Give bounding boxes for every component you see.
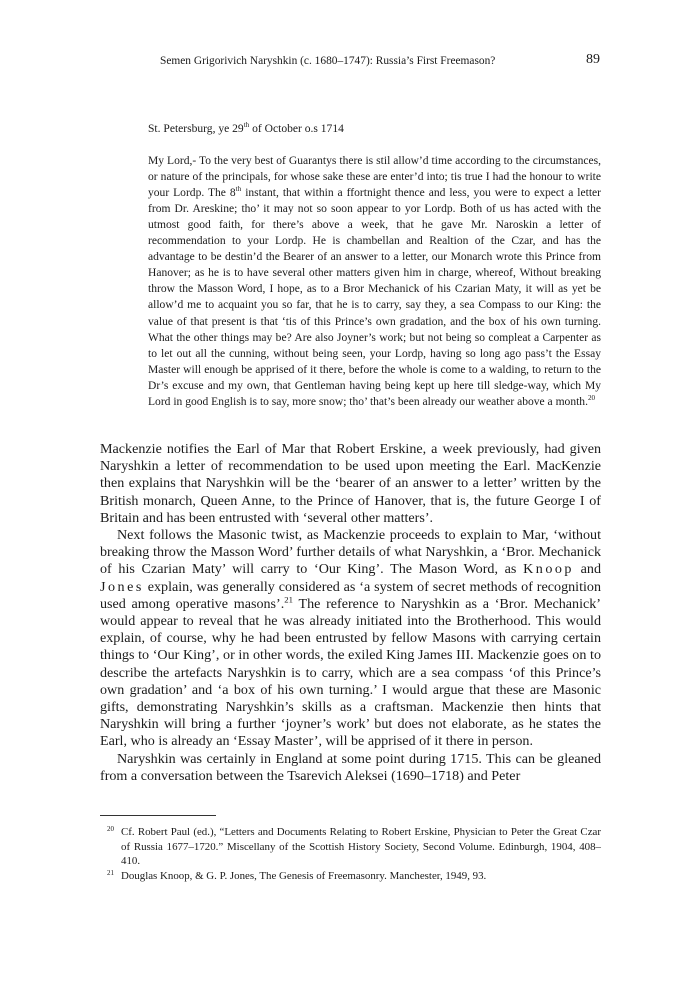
- footnote-item: [100, 869, 601, 884]
- running-head: [0, 52, 700, 72]
- footnote-ref-21[interactable]: 21: [284, 594, 293, 605]
- paragraph-2: Next follows the Masonic twist, as Mackenzie proceeds to explain to Mar, ‘without breaking throw the Masson Word’ further details of what Naryshkin, a ‘Bror. Mechanick of his Czarian Maty’ will carry to ‘Our King’. The Mason Word, as Knoop and Jones explain, was generally considered as ‘a system of secret methods of recognition used among operative masons’.$^{21}$ The reference to Naryshkin as a ‘Bror. Mechanick’ would appear to reveal that he was already initiated into the Brotherhood. This would explain, of course, why he had been entrusted by fellow Masons with carrying certain things to ‘Our King’, or in other words, the exiled King James III. Mackenzie goes on to describe the artefacts Naryshkin is to carry, which are a sea compass ‘of this Prince’s own gradation’ and ‘a box of his own turning.’ I would argue that these are Masonic gifts, demonstrating Naryshkin’s skills as a craftsman. Mackenzie then hints that Naryshkin will bring a further ‘joyner’s work’ but does not elaborate, as he states the Earl, who is already an ‘Essay Master’, will be apprised of it there in person.: [100, 527, 601, 750]
- block-quote: [148, 121, 601, 410]
- footnote-item: [100, 825, 601, 869]
- quote-letter-text: My Lord,- To the very best of Guarantys there is stil allow’d time according to the circumstances, or nature of the principals, for whose sake these are enter’d into; tis true I had the honour to write your Lordp. The 8th instant, that within a ffortnight thence and less, you were to expect a letter from Dr. Areskine; tho’ it may not so soon appear to yor Lordp. Both of us has acted with the utmost good faith, for there’s above a week, that he gave Mr. Naroskin a letter of recommendation to your Lordp. He is chambellan and Realtion of the Czar, and has the advantage to be destin’d the Bearer of an answer to a letter, our Monarch wrote this Prince from Hanover; as he is to have several other matters given him in charge, whereof, Without breaking throw the Masson Word, I hope, as to a Bror Mechanick of his Czarian Maty, it will as yet be allow’d me to acquaint you so far, that he is to carry, say they, a sea Compass to our King: the value of that present is that ‘tis of this Prince’s own gradation, and the box of his own turning. What the other things may be? Are also Joyner’s work; but not being so compleat a Carpenter as to let out all the cunning, without being seen, your Lordp, having so long ago pass’t the Essay Master will enough be apprised of it there, before the whole is come to a walding, to return to the Dr’s excuse and my own, that Gentleman having being kept up here till sledge-way, which My Lord in good English is to say, more snow; tho’ that’s been already our weather above a month.$^{20}$: [148, 155, 601, 408]
- footnote-divider: [100, 815, 216, 816]
- footnote-number: 20: [107, 825, 114, 833]
- author-name-jones: Jones: [100, 578, 144, 595]
- running-head-title: Semen Grigorivich Naryshkin (c. 1680–1747): Russia’s First Freemason?: [160, 55, 496, 67]
- footnote-number: 21: [107, 868, 114, 877]
- paragraph-1: Mackenzie notifies the Earl of Mar that Robert Erskine, a week previously, had given Naryshkin a letter of recommendation to be used upon meeting the Earl. MacKenzie then explains that Naryshkin will be the ‘bearer of an answer to a letter’ written by the British monarch, Queen Anne, to the Prince of Hanover, that is, the future George I of Britain and has been entrusted with ‘several other matters’.: [100, 441, 601, 526]
- footnote-text: Douglas Knoop, & G. P. Jones, The Genesis of Freemasonry. Manchester, 1949, 93.: [121, 869, 487, 882]
- quote-dateline: St. Petersburg, ye 29th of October o.s 1714: [148, 121, 344, 135]
- footnote-text: Cf. Robert Paul (ed.), “Letters and Documents Relating to Robert Erskine, Physician to Peter the Great Czar of Russia 1677–1720.” Miscellany of the Scottish History Society, Second Volume. Edinburgh, 1904, 408–410.: [121, 826, 601, 868]
- paragraph-3: Naryshkin was certainly in England at some point during 1715. This can be gleaned from a conversation between the Tsarevich Aleksei (1690–1718) and Peter: [100, 750, 601, 784]
- footnote-ref-20[interactable]: 20: [587, 393, 596, 402]
- body-text: [100, 441, 601, 785]
- page-number: 89: [586, 52, 600, 67]
- footnotes: [100, 825, 601, 883]
- author-name-knoop: Knoop: [523, 561, 574, 578]
